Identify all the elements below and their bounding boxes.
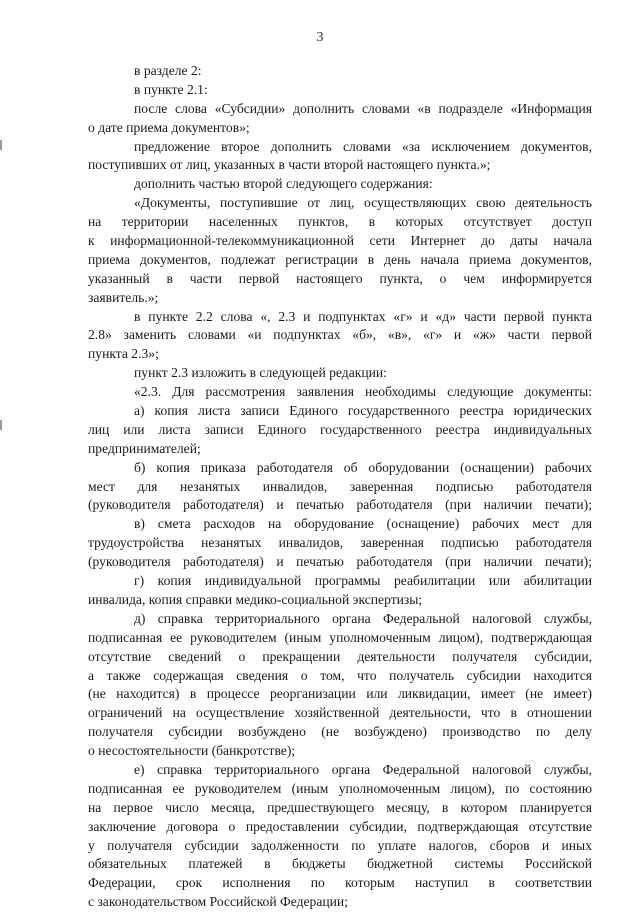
text-line: (не находится) в процессе реорганизации или ликвидации, имеет (не имеет): [88, 686, 592, 702]
text-line: приема документов, подлежат регистрации в день начала приема документов,: [88, 251, 592, 267]
text-line: после слова «Субсидии» дополнить словами «в подразделе «Информация: [134, 100, 592, 116]
scan-edge-mark: [0, 420, 2, 430]
text-line: на территории населенных пунктов, в которых отсутствует доступ: [88, 214, 592, 230]
page-number: 3: [316, 30, 324, 45]
text-line: указанный в части первой настоящего пункта, о чем информируется: [88, 270, 592, 286]
text-line: отсутствие сведений о прекращении деятельности получателя субсидии,: [88, 648, 592, 664]
text-line: г) копия индивидуальной программы реабилитации или абилитации: [134, 573, 592, 589]
text-line: у получателя субсидии задолженности по уплате налогов, сборов и иных: [88, 837, 592, 853]
text-line: инвалида, копия справки медико-социальной экспертизы;: [88, 591, 423, 607]
text-line: предложение второе дополнить словами «за исключением документов,: [134, 138, 592, 154]
text-line: заявитель.»;: [88, 289, 159, 305]
text-line: (руководителя работодателя) и печатью работодателя (при наличии печати);: [88, 497, 592, 513]
text-line: в пункте 2.2 слова «, 2.3 и подпунктах «г» и «д» части первой пункта: [134, 308, 592, 324]
text-line: лиц или листа записи Единого государственного реестра индивидуальных: [88, 421, 592, 437]
document-body: [88, 62, 592, 912]
text-line: с законодательством Российской Федерации;: [88, 894, 348, 910]
text-line: на первое число месяца, предшествующего месяцу, в котором планируется: [88, 799, 592, 815]
text-line: трудоустройства незанятых инвалидов, заверенная подписью работодателя: [88, 535, 592, 551]
text-line: заключение договора о предоставлении субсидии, подтверждающая отсутствие: [88, 818, 592, 834]
text-line: «Документы, поступившие от лиц, осуществляющих свою деятельность: [134, 195, 592, 211]
text-line: а также содержащая сведения о том, что получатель субсидии находится: [88, 667, 592, 683]
text-line: а) копия листа записи Единого государственного реестра юридических: [134, 403, 592, 419]
text-line: получателя субсидии возбуждено (не возбуждено) производство по делу: [88, 724, 592, 740]
text-line: пункт 2.3 изложить в следующей редакции:: [134, 365, 387, 381]
text-line: пункта 2.3»;: [88, 346, 159, 362]
text-line: в разделе 2:: [134, 63, 202, 78]
text-line: поступивших от лиц, указанных в части второй настоящего пункта.»;: [88, 157, 491, 173]
text-line: в пункте 2.1:: [134, 81, 208, 97]
text-line: в) смета расходов на оборудование (оснащение) рабочих мест для: [134, 516, 592, 532]
text-line: е) справка территориального органа Федеральной налоговой службы,: [134, 761, 592, 777]
text-line: Федерации, срок исполнения по которым наступил в соответствии: [88, 875, 592, 891]
text-line: (руководителя работодателя) и печатью работодателя (при наличии печати);: [88, 554, 592, 570]
text-line: 2.8» заменить словами «и подпунктах «б», «в», «г» и «ж» части первой: [88, 327, 592, 343]
text-line: «2.3. Для рассмотрения заявления необходимы следующие документы:: [134, 384, 592, 400]
text-line: обязательных платежей в бюджеты бюджетной системы Российской: [88, 856, 592, 872]
text-line: б) копия приказа работодателя об оборудовании (оснащении) рабочих: [134, 459, 592, 475]
text-line: к информационной-телекоммуникационной сети Интернет до даты начала: [88, 233, 592, 249]
text-line: дополнить частью второй следующего содержания:: [134, 176, 433, 192]
scan-edge-mark: [0, 140, 2, 150]
text-line: мест для незанятых инвалидов, заверенная подписью работодателя: [88, 478, 592, 494]
text-line: подписанная ее руководителем (иным уполномоченным лицом), подтверждающая: [88, 629, 592, 645]
text-line: о дате приема документов»;: [88, 119, 250, 135]
text-line: о несостоятельности (банкротстве);: [88, 743, 296, 759]
text-line: подписанная ее руководителем (иным уполномоченным лицом), по состоянию: [88, 780, 592, 796]
text-line: предпринимателей;: [88, 440, 201, 456]
text-line: д) справка территориального органа Федеральной налоговой службы,: [134, 610, 592, 626]
text-line: ограничений на осуществление хозяйственной деятельности, что в отношении: [88, 705, 592, 721]
